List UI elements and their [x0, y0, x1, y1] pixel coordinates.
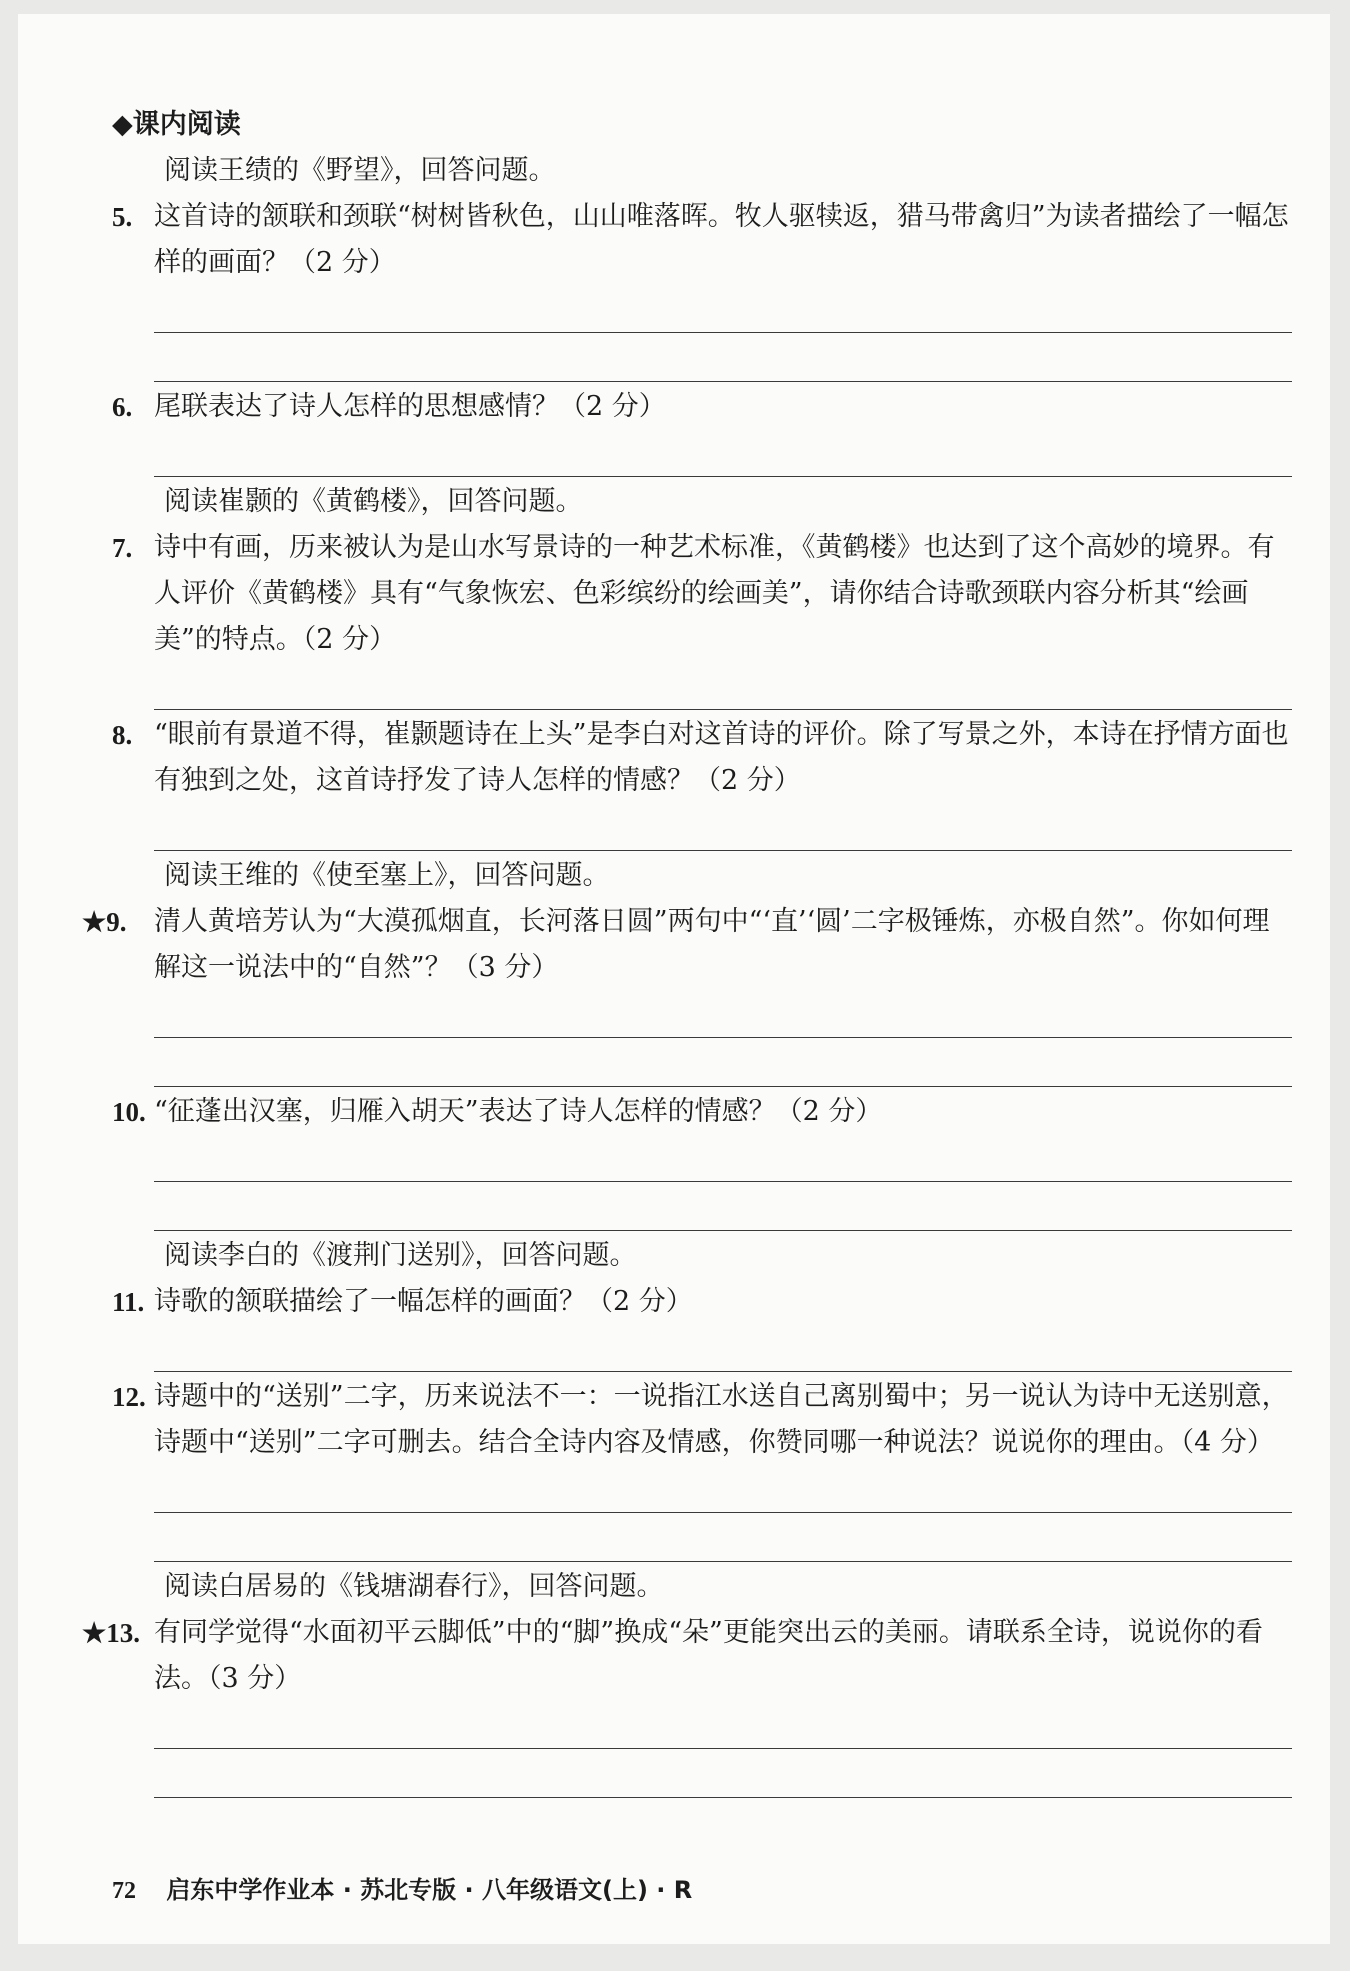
question-text: 诗中有画，历来被认为是山水写景诗的一种艺术标准，《黄鹤楼》也达到了这个高妙的境界。有人评价《黄鹤楼》具有“气象恢宏、色彩缤纷的绘画美”，请你结合诗歌颈联内容分析其“绘画美”的特点。（2 分） [154, 532, 1275, 655]
question [112, 384, 1292, 430]
question-number: ★13. [82, 1618, 140, 1648]
answer-line[interactable] [154, 991, 1292, 1038]
reading-intro: 阅读王维的《使至塞上》，回答问题。 [164, 860, 610, 891]
answer-line[interactable] [154, 430, 1292, 477]
question-text: 诗歌的颔联描绘了一幅怎样的画面？（2 分） [154, 1286, 693, 1317]
question-number: ★9. [82, 907, 127, 937]
question-number: 12. [112, 1382, 146, 1412]
question-number: 8. [112, 720, 133, 750]
question [112, 194, 1292, 286]
question-text: “征蓬出汉塞，归雁入胡天”表达了诗人怎样的情感？（2 分） [154, 1096, 883, 1127]
question-text: 诗题中的“送别”二字，历来说法不一：一说指江水送自己离别蜀中；另一说认为诗中无送别意，诗题中“送别”二字可删去。结合全诗内容及情感，你赞同哪一种说法？说说你的理由。（4 分） [154, 1381, 1289, 1458]
answer-line[interactable] [154, 1466, 1292, 1513]
section-title: ◆课内阅读 [112, 109, 241, 140]
question-text: 有同学觉得“水面初平云脚低”中的“脚”换成“朵”更能突出云的美丽。请联系全诗，说说你的看法。（3 分） [154, 1617, 1263, 1694]
worksheet-content [82, 102, 1292, 1800]
question [112, 1374, 1292, 1466]
book-title: 启东中学作业本 · 苏北专版 · 八年级语文(上) · R [166, 1876, 693, 1904]
question-text: 这首诗的颔联和颈联“树树皆秋色，山山唯落晖。牧人驱犊返，猎马带禽归”为读者描绘了一幅怎样的画面？（2 分） [154, 201, 1289, 278]
question-text: “眼前有景道不得，崔颢题诗在上头”是李白对这首诗的评价。除了写景之外，本诗在抒情方面也有独到之处，这首诗抒发了诗人怎样的情感？（2 分） [154, 719, 1289, 796]
question-number: 6. [112, 392, 133, 422]
question [112, 1089, 1292, 1135]
question [112, 525, 1292, 663]
question-text: 清人黄培芳认为“大漠孤烟直，长河落日圆”两句中“‘直’‘圆’二字极锤炼，亦极自然”。你如何理解这一说法中的“自然”？（3 分） [154, 906, 1270, 983]
question [82, 899, 1292, 991]
answer-line[interactable] [154, 1751, 1292, 1798]
question [112, 1279, 1292, 1325]
answer-line[interactable] [154, 1135, 1292, 1182]
question-text: 尾联表达了诗人怎样的思想感情？（2 分） [154, 391, 666, 422]
page-footer [112, 1870, 692, 1905]
question-number: 7. [112, 533, 133, 563]
answer-line[interactable] [154, 286, 1292, 333]
question-number: 10. [112, 1097, 146, 1127]
answer-line[interactable] [154, 1325, 1292, 1372]
answer-line[interactable] [154, 1702, 1292, 1749]
worksheet-page [18, 14, 1330, 1944]
answer-line[interactable] [154, 1040, 1292, 1087]
answer-line[interactable] [154, 335, 1292, 382]
reading-intro: 阅读崔颢的《黄鹤楼》，回答问题。 [164, 486, 583, 517]
answer-line[interactable] [154, 1515, 1292, 1562]
question [82, 1610, 1292, 1702]
reading-intro: 阅读李白的《渡荆门送别》，回答问题。 [164, 1240, 637, 1271]
reading-intro: 阅读王绩的《野望》，回答问题。 [164, 155, 556, 186]
question-number: 5. [112, 202, 133, 232]
question-number: 11. [112, 1287, 145, 1317]
page-number: 72 [112, 1878, 136, 1904]
reading-intro: 阅读白居易的《钱塘湖春行》，回答问题。 [164, 1571, 664, 1602]
answer-line[interactable] [154, 663, 1292, 710]
answer-line[interactable] [154, 1184, 1292, 1231]
answer-line[interactable] [154, 804, 1292, 851]
question [112, 712, 1292, 804]
